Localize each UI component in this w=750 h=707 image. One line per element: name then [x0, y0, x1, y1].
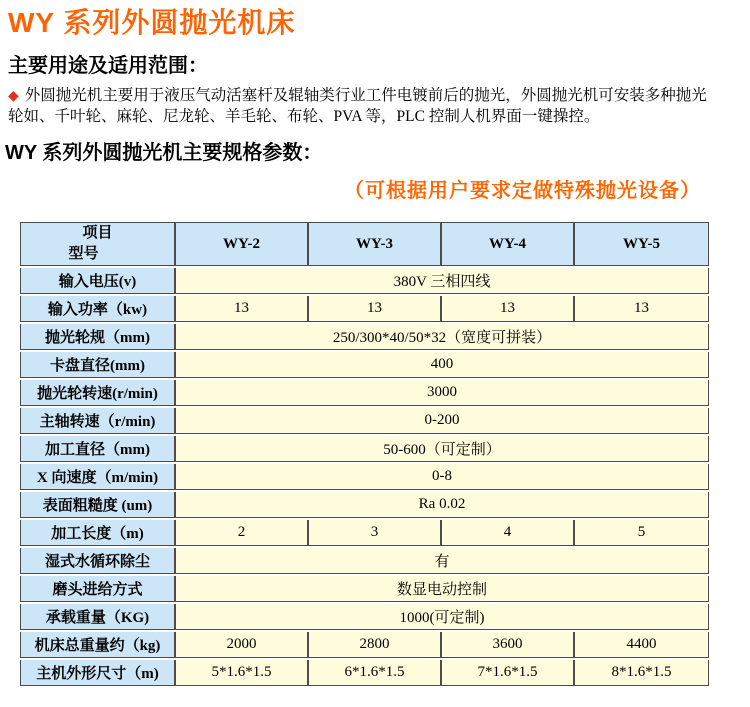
- intro-text-1: 外圆抛光机主要用于液压气动活塞杆及辊轴类行业工件电镀前后的抛光，外圆抛光机可安装多种抛光: [24, 87, 707, 104]
- row-label: X 向速度（m/min): [20, 464, 175, 490]
- intro-line-2: [8, 107, 750, 127]
- table-row-dust-removal: [20, 548, 709, 574]
- specs-heading: WY 系列外圆抛光机主要规格参数：: [5, 142, 323, 164]
- row-label: 输入功率（kw): [20, 296, 175, 322]
- row-value: 数显电动控制: [175, 576, 709, 602]
- corner-header-cell: [20, 222, 175, 266]
- diamond-bullet-icon: ◆: [8, 89, 19, 104]
- row-label: 加工直径（mm): [20, 436, 175, 462]
- table-row-work-length: [20, 520, 709, 546]
- row-label: 表面粗糙度 (um): [20, 492, 175, 518]
- cell-value: 5: [574, 520, 709, 546]
- cell-value: 5*1.6*1.5: [175, 660, 308, 686]
- row-label: 主轴转速（r/min): [20, 408, 175, 434]
- table-row-input-voltage: [20, 268, 709, 294]
- table-row-roughness: [20, 492, 709, 518]
- spec-table: [20, 220, 709, 688]
- column-header-wy5: WY-5: [574, 222, 709, 266]
- table-row-load-weight: [20, 604, 709, 630]
- row-label: 加工长度（m): [20, 520, 175, 546]
- table-row-work-diameter: [20, 436, 709, 462]
- row-label: 机床总重量约（kg): [20, 632, 175, 658]
- intro-text-2: 轮如、千叶轮、麻轮、尼龙轮、羊毛轮、布轮、PVA 等，PLC 控制人机界面一键操控。: [8, 108, 600, 125]
- row-label: 抛光轮规（mm): [20, 324, 175, 350]
- cell-value: 4: [441, 520, 574, 546]
- row-label: 卡盘直径(mm): [20, 352, 175, 378]
- custom-note: （可根据用户要求定做特殊抛光设备）: [344, 180, 701, 202]
- table-row-machine-weight: [20, 632, 709, 658]
- column-header-wy3: WY-3: [308, 222, 441, 266]
- usage-heading: 主要用途及适用范围：: [8, 55, 208, 77]
- cell-value: 2: [175, 520, 308, 546]
- table-row-chuck-diameter: [20, 352, 709, 378]
- table-row-machine-dimensions: [20, 660, 709, 686]
- corner-item-label: 项目: [82, 225, 113, 241]
- cell-value: 2000: [175, 632, 308, 658]
- row-label: 抛光轮转速(r/min): [20, 380, 175, 406]
- table-row-input-power: [20, 296, 709, 322]
- intro-line-1: [8, 86, 750, 107]
- row-label: 输入电压(v): [20, 268, 175, 294]
- column-header-wy2: WY-2: [175, 222, 308, 266]
- table-row-wheel-speed: [20, 380, 709, 406]
- cell-value: 13: [175, 296, 308, 322]
- table-row-feed-mode: [20, 576, 709, 602]
- row-value: 0-8: [175, 464, 709, 490]
- intro-paragraph: [8, 86, 750, 127]
- row-value: 有: [175, 548, 709, 574]
- row-label: 主机外形尺寸（m): [20, 660, 175, 686]
- cell-value: 8*1.6*1.5: [574, 660, 709, 686]
- row-value: 380V 三相四线: [175, 268, 709, 294]
- table-row-spindle-speed: [20, 408, 709, 434]
- row-label: 湿式水循环除尘: [20, 548, 175, 574]
- table-row-wheel-spec: [20, 324, 709, 350]
- corner-model-label: 型号: [68, 246, 99, 262]
- cell-value: 4400: [574, 632, 709, 658]
- row-value: Ra 0.02: [175, 492, 709, 518]
- cell-value: 13: [574, 296, 709, 322]
- cell-value: 6*1.6*1.5: [308, 660, 441, 686]
- column-header-wy4: WY-4: [441, 222, 574, 266]
- row-value: 400: [175, 352, 709, 378]
- cell-value: 13: [441, 296, 574, 322]
- table-header-row: [20, 222, 709, 266]
- page-title: WY 系列外圆抛光机床: [8, 7, 296, 38]
- row-value: 3000: [175, 380, 709, 406]
- cell-value: 2800: [308, 632, 441, 658]
- cell-value: 3: [308, 520, 441, 546]
- row-value: 0-200: [175, 408, 709, 434]
- row-label: 磨头进给方式: [20, 576, 175, 602]
- table-row-x-speed: [20, 464, 709, 490]
- cell-value: 3600: [441, 632, 574, 658]
- row-label: 承载重量（KG): [20, 604, 175, 630]
- cell-value: 13: [308, 296, 441, 322]
- row-value: 1000(可定制): [175, 604, 709, 630]
- cell-value: 7*1.6*1.5: [441, 660, 574, 686]
- row-value: 50-600（可定制）: [175, 436, 709, 462]
- row-value: 250/300*40/50*32（宽度可拼装）: [175, 324, 709, 350]
